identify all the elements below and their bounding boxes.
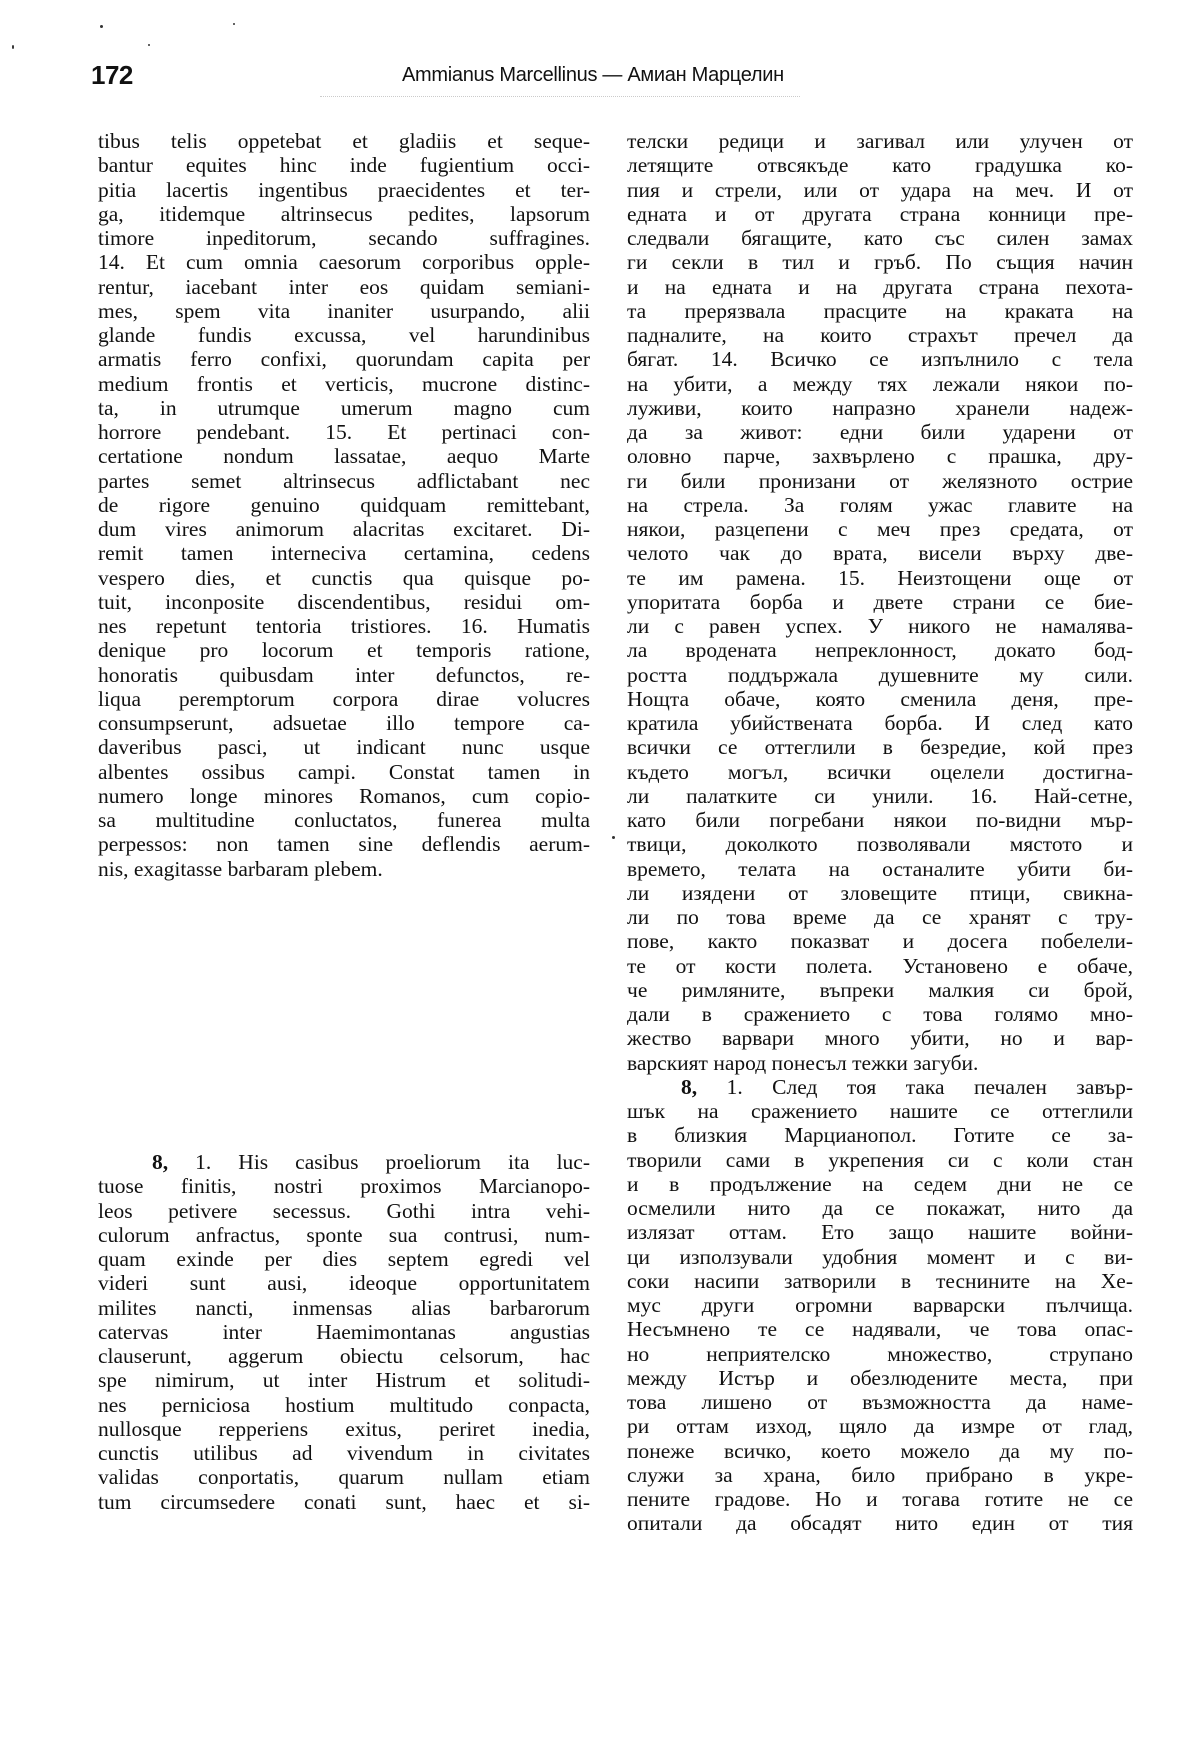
text-line: timore inpeditorum, secando suffragines. [98,226,590,250]
text-line: clauserunt, aggerum obiectu celsorum, hac [98,1344,590,1368]
text-line: consumpserunt, adsuetae illo tempore ca- [98,711,590,735]
text-line: 1. След тоя така печален завър- [697,1074,1133,1099]
text-line: vespero dies, et cunctis qua quisque po- [98,565,590,590]
text-line: това лишено от възможността да наме- [627,1390,1133,1414]
text-line: понеже всичко, което можело да му по- [627,1438,1133,1463]
text-line: в близкия Марцианопол. Готите се за- [627,1123,1133,1148]
section-number: 8, [681,1074,698,1099]
text-line: de rigore genuino quidquam remittebant, [98,492,590,517]
text-line: nes repetunt tentoria tristiores. 16. Humatis [98,614,590,638]
text-line: ga, itidemque altrinsecus pedites, lapsorum [98,201,590,226]
text-line: пените градове. Но и тогава готите не се [627,1487,1133,1511]
text-line: albentes ossibus campi. Constat tamen in [98,759,590,784]
text-line: validas conportatis, quarum nullam etiam [98,1465,590,1490]
latin-text-block-2 [98,1150,590,1514]
text-line: служи за храна, било прибрано в укре- [627,1462,1133,1487]
text-line: tibus telis oppetebat et gladiis et seque- [98,129,590,153]
text-line: и на едната и на другата страна пехота- [627,274,1133,299]
text-line: ла вродената непреклонност, докато бод- [627,638,1133,663]
text-line: варският народ понесъл тежки загуби. [627,1050,979,1075]
text-line: nullosque repperiens exitus, periret inedia, [98,1416,590,1441]
text-line: ци използували удобния момент и с ви- [627,1244,1133,1269]
text-line: като били погребани някои по-видни мър- [627,808,1133,832]
text-line: едната и от другата страна конници пре- [627,201,1133,226]
text-line: всички се оттеглили в безредие, кой през [627,735,1133,760]
text-line: ли изядени от зловещите птици, свикна- [627,880,1133,905]
text-line: кратила убийствената борба. И след като [627,711,1133,735]
bulgarian-text-block-1 [627,129,1133,1075]
scan-speck [100,25,103,28]
text-line: ростта поддържала душевните му сили. [627,662,1133,687]
scan-speck [12,45,14,49]
section-heading-line [627,1075,1133,1099]
scan-speck [148,44,150,46]
text-line: quam exinde per dies septem egredi vel [98,1247,590,1271]
text-line: pitia lacertis ingentibus praecidentes et ter- [98,177,590,202]
text-line: medium frontis et verticis, mucrone distinc- [98,371,590,396]
header-rule [320,96,800,97]
text-line: Нощта обаче, която сменила деня, пре- [627,686,1133,711]
text-line: твици, доколкото позволявали мястото и [627,832,1133,857]
text-line: dum vires animorum alacritas excitaret. Di- [98,517,590,541]
text-line: да за живот: едни били ударени от [627,420,1133,444]
text-line: catervas inter Haemimontanas angustias [98,1319,590,1344]
text-line: leos petivere secessus. Gothi intra vehi- [98,1198,590,1223]
text-line: tuose finitis, nostri proximos Marcianopo- [98,1174,590,1199]
page-number: 172 [91,60,133,90]
text-line: пове, както показват и досега побелели- [627,929,1133,954]
text-line: осмелили нито да се покажат, нито да [627,1196,1133,1220]
text-line: nes perniciosa hostium multitudo conpacta, [98,1392,590,1417]
text-line: и в продължение на седем дни не се [627,1171,1133,1196]
text-line: падналите, на които страхът пречел да [627,323,1133,347]
text-line: certatione nondum lassatae, aequo Marte [98,444,590,469]
margin-mark [612,836,615,839]
text-line: liqua peremptorum corpora dirae volucres [98,686,590,711]
text-line: honoratis quibusdam inter defunctos, re- [98,662,590,687]
text-line: armatis ferro confixi, quorundam capita per [98,347,590,372]
text-line: glande fundis excussa, vel harundinibus [98,323,590,347]
text-line: 1. His casibus proeliorum ita luc- [168,1150,590,1174]
latin-column [98,129,590,881]
text-line: дали в сражението с това голямо мно- [627,1002,1133,1026]
text-line: denique pro locorum et temporis ratione, [98,638,590,663]
bulgarian-column [627,129,1133,1536]
text-line: culorum anfractus, sponte sua contrusi, num- [98,1222,590,1247]
text-line: bantur equites hinc inde fugientium occi- [98,153,590,178]
text-line: numero longe minores Romanos, cum copio- [98,783,590,808]
text-line: partes semet altrinsecus adflictabant nec [98,468,590,493]
text-line: daveribus pasci, ut indicant nunc usque [98,735,590,760]
text-line: че римляните, въпреки малкия си брой, [627,977,1133,1002]
text-line: но неприятелско множество, струпано [627,1341,1133,1366]
text-line: челото чак до врата, висели върху две- [627,541,1133,566]
running-title: Ammianus Marcellinus — Амиан Марцелин [402,64,784,86]
text-line: ли по това време да се хранят с тру- [627,905,1133,929]
text-line: някои, разцепени с меч през средата, от [627,517,1133,541]
text-line: milites nancti, inmensas alias barbarorum [98,1295,590,1320]
text-line: tuit, inconposite discendentibus, residui om- [98,589,590,614]
text-line: remit tamen interneciva certamina, cedens [98,541,590,566]
text-line: излязат оттам. Ето защо нашите войни- [627,1220,1133,1245]
text-line: ли с равен успех. У никого не намалява- [627,614,1133,638]
text-line: videri sunt ausi, ideoque opportunitatem [98,1271,590,1296]
text-line: упоритата борба и двете страни се бие- [627,589,1133,614]
text-line: ги били пронизани от желязното острие [627,468,1133,493]
text-line: те им рамена. 15. Неизтощени още от [627,565,1133,590]
text-line: на стрела. За голям ужас главите на [627,492,1133,517]
text-line: времето, телата на останалите убити би- [627,856,1133,881]
latin-text-block-1 [98,129,590,881]
text-line: mes, spem vita inaniter usurpando, alii [98,298,590,323]
text-line: 14. Et cum omnia caesorum corporibus opple- [98,250,590,275]
text-line: ри оттам изход, щяло да измре от глад, [627,1414,1133,1439]
text-line: sa multitudine conluctatos, funerea multa [98,808,590,832]
text-line: cunctis utilibus ad vivendum in civitates [98,1441,590,1465]
text-line: соки насипи затворили в теснините на Хе- [627,1268,1133,1293]
text-line: оловно парче, захвърлено с прашка, дру- [627,444,1133,469]
text-line: опитали да обсадят нито един от тия [627,1511,1133,1536]
text-line: perpessos: non tamen sine deflendis aerum- [98,832,590,857]
text-line: nis, exagitasse barbaram plebem. [98,856,383,881]
text-line: spe nimirum, ut inter Histrum et solitudi- [98,1368,590,1393]
text-line: летящите отвсякъде като градушка ко- [627,153,1133,178]
text-line: телски редици и загивал или улучен от [627,129,1133,153]
text-line: те от кости полета. Установено е обаче, [627,953,1133,978]
latin-text-lines [98,1174,590,1514]
bulgarian-text-lines [627,1099,1133,1536]
scan-speck [233,23,235,25]
text-line: жество варвари много убити, но и вар- [627,1026,1133,1051]
text-line: шък на сражението нашите се оттеглили [627,1099,1133,1123]
text-line: ta, in utrumque umerum magno cum [98,395,590,420]
text-line: между Истър и обезлюдените места, при [627,1365,1133,1390]
section-number: 8, [152,1150,169,1174]
text-line: та прерязвала прасците на краката на [627,298,1133,323]
text-line: ли палатките си унили. 16. Най-сетне, [627,783,1133,808]
text-line: луживи, които напразно хранели надеж- [627,395,1133,420]
text-line: ги секли в тил и гръб. По същия начин [627,250,1133,275]
section-heading-line [98,1150,590,1174]
text-line: пия и стрели, или от удара на меч. И от [627,177,1133,202]
text-line: Несъмнено те се надявали, че това опас- [627,1317,1133,1342]
text-line: където могъл, всички оцелели достигна- [627,759,1133,784]
text-line: на убити, а между тях лежали някои по- [627,371,1133,396]
text-line: horrore pendebant. 15. Et pertinaci con- [98,420,590,444]
text-line: творили сами в укрепения си с коли стан [627,1147,1133,1172]
text-line: мус други огромни варварски пълчища. [627,1293,1133,1317]
text-line: tum circumsedere conati sunt, haec et si- [98,1489,590,1514]
text-line: rentur, iacebant inter eos quidam semiani- [98,274,590,299]
page-header [0,60,1200,100]
text-line: следвали бягащите, като със силен замах [627,226,1133,250]
text-line: бягат. 14. Всичко се изпълнило с тела [627,347,1133,372]
